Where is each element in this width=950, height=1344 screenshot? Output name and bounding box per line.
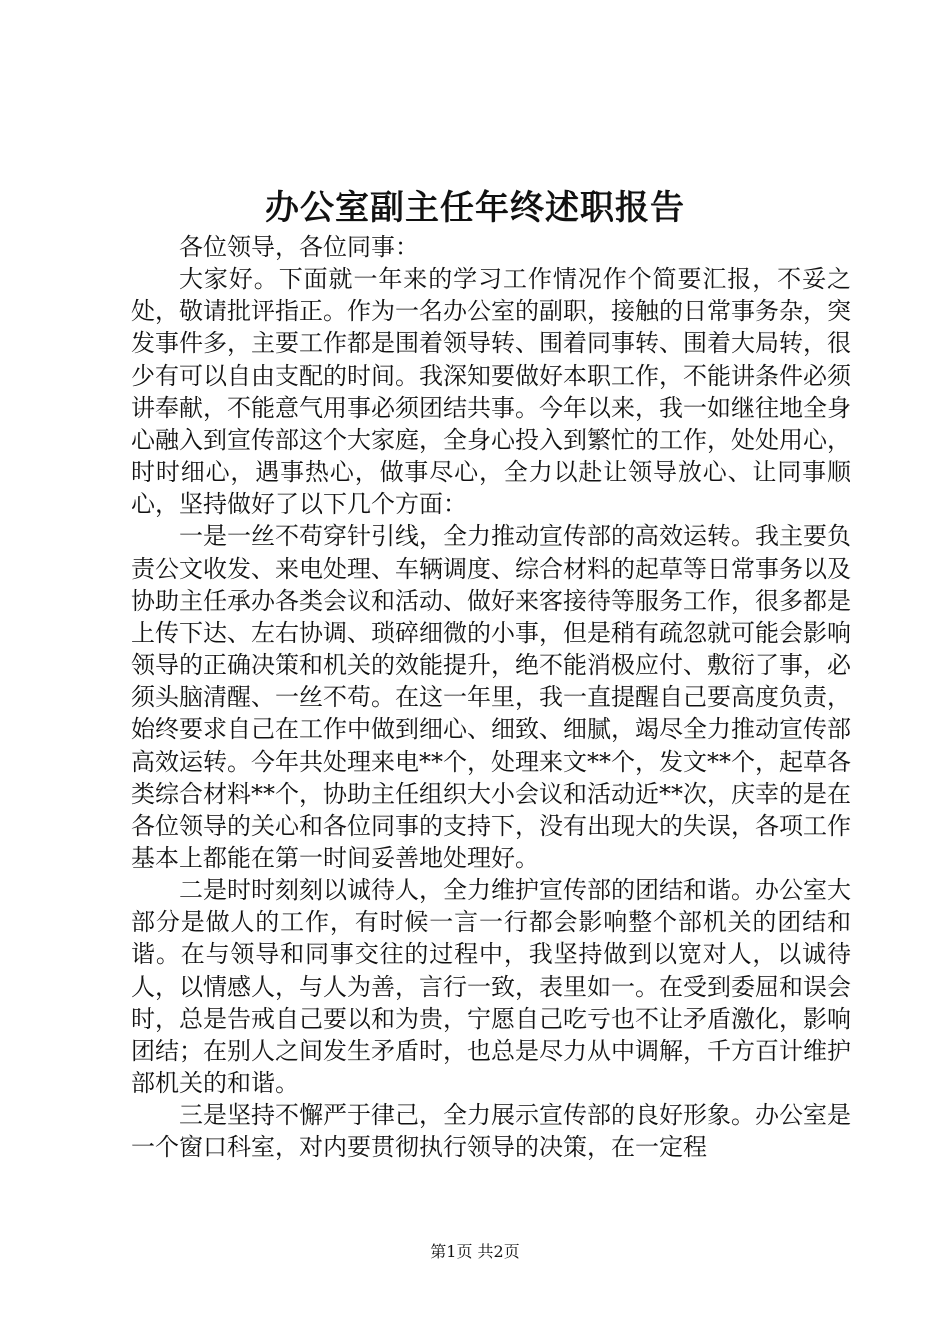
paragraph-point-three: 三是坚持不懈严于律己，全力展示宣传部的良好形象。办公室是一个窗口科室，对内要贯彻执行领导的决策，在一定程 <box>131 1101 851 1162</box>
paragraph-point-two: 二是时时刻刻以诚待人，全力维护宣传部的团结和谐。办公室大部分是做人的工作，有时候一言一行都会影响整个部机关的团结和谐。在与领导和同事交往的过程中，我坚持做到以宽对人，以诚待人，以情感人，与人为善，言行一致，表里如一。在受到委屈和误会时，总是告戒自己要以和为贵，宁愿自己吃亏也不让矛盾激化，影响团结；在别人之间发生矛盾时，也总是尽力从中调解，千方百计维护部机关的和谐。 <box>131 876 851 1098</box>
salutation: 各位领导，各位同事： <box>179 233 419 261</box>
document-title: 办公室副主任年终述职报告 <box>265 188 685 228</box>
document-body <box>131 231 851 1164</box>
page-number-footer: 第1页 共2页 <box>430 1242 520 1261</box>
paragraph-intro: 大家好。下面就一年来的学习工作情况作个简要汇报，不妥之处，敬请批评指正。作为一名办公室的副职，接触的日常事务杂，突发事件多，主要工作都是围着领导转、围着同事转、围着大局转，很少有可以自由支配的时间。我深知要做好本职工作，不能讲条件必须讲奉献，不能意气用事必须团结共事。今年以来，我一如继往地全身心融入到宣传部这个大家庭，全身心投入到繁忙的工作，处处用心，时时细心，遇事热心，做事尽心，全力以赴让领导放心、让同事顺心，坚持做好了以下几个方面： <box>131 265 851 519</box>
paragraph-point-one: 一是一丝不苟穿针引线，全力推动宣传部的高效运转。我主要负责公文收发、来电处理、车辆调度、综合材料的起草等日常事务以及协助主任承办各类会议和活动、做好来客接待等服务工作，很多都是上传下达、左右协调、琐碎细微的小事，但是稍有疏忽就可能会影响领导的正确决策和机关的效能提升，绝不能消极应付、敷衍了事，必须头脑清醒、一丝不苟。在这一年里，我一直提醒自己要高度负责，始终要求自己在工作中做到细心、细致、细腻，竭尽全力推动宣传部高效运转。今年共处理来电**个，处理来文**个，发文**个，起草各类综合材料**个，协助主任组织大小会议和活动近**次，庆幸的是在各位领导的关心和各位同事的支持下，没有出现大的失误，各项工作基本上都能在第一时间妥善地处理好。 <box>131 522 851 872</box>
